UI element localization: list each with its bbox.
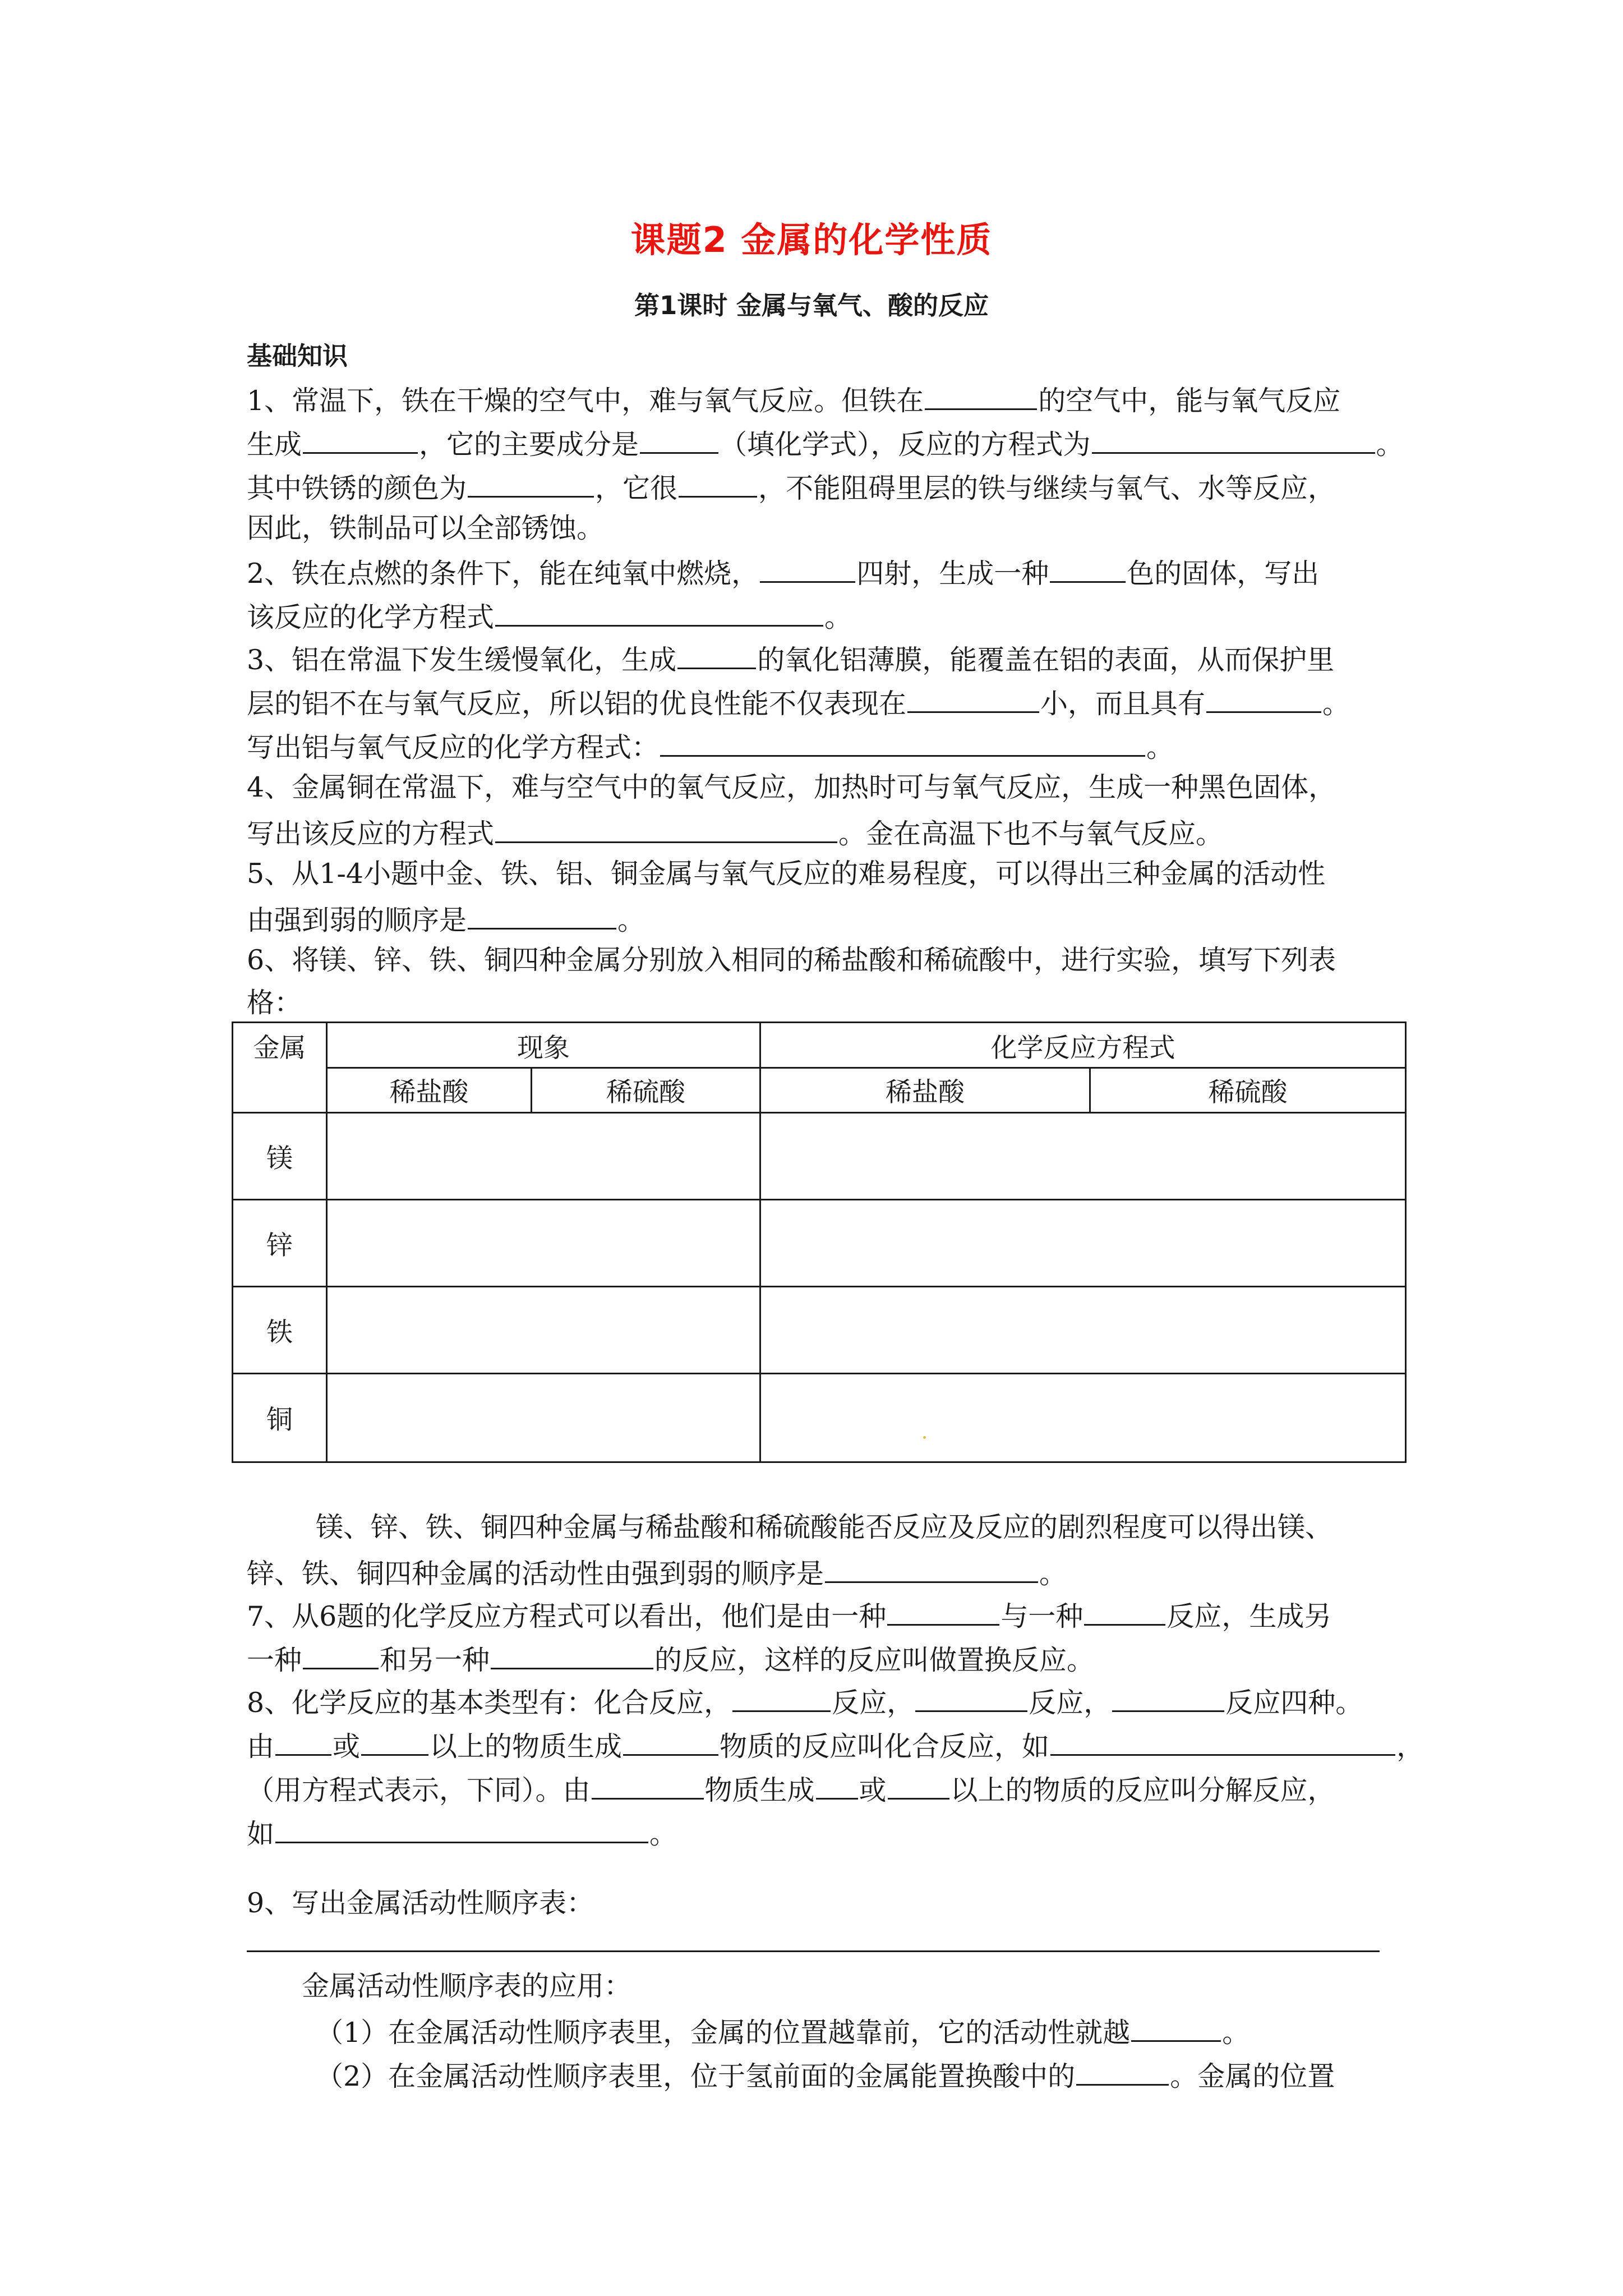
blank[interactable] [816,1771,858,1800]
q6b-line-1: 镁、锌、铁、铜四种金属与稀盐酸和稀硫酸能否反应及反应的剧烈程度可以得出镁、 [316,1511,1333,1543]
blank[interactable] [1131,2013,1221,2042]
q8-line-4: 如 。 [247,1815,677,1851]
blank[interactable] [495,598,823,627]
q4-line-1: 4、金属铜在常温下，难与空气中的氧气反应，加热时可与氧气反应，生成一种黑色固体， [247,771,1336,803]
blank[interactable] [1112,1683,1224,1712]
q3-line-1: 3、铝在常温下发生缓慢氧化，生成 的氧化铝薄膜，能覆盖在铝的表面，从而保护里 [247,641,1334,677]
subheader-hcl-equation: 稀盐酸 [886,1076,965,1108]
blank[interactable] [275,1727,331,1756]
page-title: 课题2 金属的化学性质 [630,219,993,260]
speck [923,1436,926,1439]
q8-line-3: （用方程式表示，下同）。由 物质生成 或 以上的物质的反应叫分解反应， [247,1771,1335,1807]
lesson-subtitle: 第1课时 金属与氧气、酸的反应 [634,291,989,320]
blank[interactable] [677,641,756,669]
q7-line-2: 一种 和另一种 的反应，这样的反应叫做置换反应。 [247,1641,1094,1677]
blank[interactable] [623,1727,718,1756]
blank[interactable] [888,1771,949,1800]
blank[interactable] [361,1727,428,1756]
blank[interactable] [1050,554,1126,583]
blank[interactable] [468,469,594,498]
header-metal: 金属 [253,1032,306,1064]
header-equation: 化学反应方程式 [990,1032,1175,1064]
header-phenomenon: 现象 [517,1032,570,1064]
q5-line-1: 5、从1-4小题中金、铁、铝、铜金属与氧气反应的难易程度，可以得出三种金属的活动性 [247,858,1326,890]
row-metal-cu: 铜 [266,1405,293,1435]
q1-line-4: 因此，铁制品可以全部锈蚀。 [247,512,605,544]
blank[interactable] [468,901,616,930]
q1-line-2: 生成 ，它的主要成分是 （填化学式），反应的方程式为 。 [247,425,1404,462]
blank[interactable] [732,1683,831,1712]
reaction-table [232,1022,1407,1463]
blank[interactable] [275,1815,648,1843]
q6-line-2: 格： [247,987,302,1019]
blank[interactable] [907,684,1039,713]
blank[interactable] [592,1771,704,1800]
blank[interactable] [640,425,718,454]
row-metal-zn: 锌 [266,1230,293,1261]
row-metal-fe: 铁 [266,1317,293,1348]
blank[interactable] [679,469,757,498]
q6b-line-2: 锌、铁、铜四种金属的活动性由强到弱的顺序是 。 [247,1554,1067,1591]
q1-line-1: 1、常温下，铁在干燥的空气中，难与氧气反应。但铁在 的空气中，能与氧气反应 [247,381,1340,418]
subheader-h2so4-equation: 稀硫酸 [1208,1076,1288,1108]
row-metal-mg: 镁 [266,1143,293,1174]
blank[interactable] [760,554,855,583]
q8-line-2: 由 或 以上的物质生成 物质的反应叫化合反应，如 ， [247,1727,1424,1764]
blank[interactable] [915,1683,1027,1712]
q6-line-1: 6、将镁、锌、铁、铜四种金属分别放入相同的稀盐酸和稀硫酸中，进行实验，填写下列表 [247,944,1336,976]
blank[interactable] [1076,2057,1169,2086]
q1-line-3: 其中铁锈的颜色为 ，它很 ，不能阻碍里层的铁与继续与氧气、水等反应， [247,469,1335,505]
blank[interactable] [660,728,1145,757]
blank[interactable] [1084,1597,1165,1626]
section-heading: 基础知识 [247,341,348,371]
q8-line-1: 8、化学反应的基本类型有：化合反应， 反应， 反应， 反应四种。 [247,1683,1363,1720]
q3-line-2: 层的铝不在与氧气反应，所以铝的优良性能不仅表现在 小，而且具有 。 [247,684,1350,721]
q9-point-1: （1）在金属活动性顺序表里，金属的位置越靠前，它的活动性就越 。 [316,2013,1249,2050]
q2-line-2: 该反应的化学方程式 。 [247,598,852,634]
q3-line-3: 写出铝与氧气反应的化学方程式： 。 [247,728,1174,765]
q7-line-1: 7、从6题的化学反应方程式可以看出，他们是由一种 与一种 反应，生成另 [247,1597,1331,1634]
q4-line-2: 写出该反应的方程式 。金在高温下也不与氧气反应。 [247,815,1223,851]
blank[interactable] [1206,684,1321,713]
blank[interactable] [887,1597,999,1626]
subheader-hcl-phenomenon: 稀盐酸 [389,1076,469,1108]
q2-line-1: 2、铁在点燃的条件下，能在纯氧中燃烧， 四射，生成一种 色的固体，写出 [247,554,1319,591]
blank[interactable] [303,425,418,454]
blank[interactable] [1092,425,1375,454]
q9-application-heading: 金属活动性顺序表的应用： [302,1970,632,2002]
blank[interactable] [1050,1727,1395,1756]
q9-point-2: （2）在金属活动性顺序表里，位于氢前面的金属能置换酸中的 。金属的位置 [316,2057,1335,2093]
q5-line-2: 由强到弱的顺序是 。 [247,901,645,937]
q9-line-1: 9、写出金属活动性顺序表： [247,1887,594,1919]
blank[interactable] [495,815,837,843]
blank[interactable] [925,381,1037,410]
blank[interactable] [491,1641,653,1669]
subheader-h2so4-phenomenon: 稀硫酸 [606,1076,685,1108]
blank[interactable] [825,1554,1038,1583]
blank[interactable] [303,1641,379,1669]
answer-line[interactable] [247,1950,1380,1952]
